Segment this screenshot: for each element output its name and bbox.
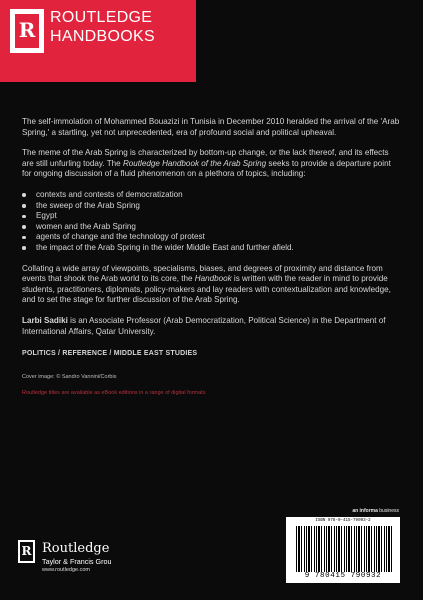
- author-bio: Larbi Sadiki is an Associate Professor (Arab Democratization, Political Science) in the Department of International Affairs, Qatar University.: [22, 315, 386, 336]
- list-item: contexts and contests of democratization: [22, 190, 400, 201]
- publisher-group: Taylor & Francis Grou: [42, 557, 112, 566]
- blurb-paragraph-1: The self-immolation of Mohammed Bouazizi in Tunisia in December 2010 heralded the arrival of the 'Arab Spring,' a startling, yet not unprecedented, era of profound social and political upheaval.: [22, 117, 400, 137]
- author-name: Larbi Sadiki: [22, 315, 68, 325]
- ebook-note: Routledge titles are available as eBook editions in a range of digital formats: [22, 390, 206, 397]
- list-item: women and the Arab Spring: [22, 222, 400, 233]
- routledge-publisher-logo-icon: R: [18, 540, 35, 563]
- publisher-url: www.routledge.com: [42, 567, 90, 573]
- topics-list: [22, 190, 400, 254]
- cover-credit: Cover image: © Sandro Vannini/Corbis: [22, 373, 117, 380]
- barcode-digits: 9 780415 790932: [304, 572, 382, 580]
- list-item: agents of change and the technology of protest: [22, 232, 400, 243]
- list-item: the impact of the Arab Spring in the wider Middle East and further afield.: [22, 243, 400, 254]
- barcode-bars-icon: [296, 526, 392, 572]
- routledge-logo-icon: R: [10, 9, 44, 53]
- isbn-text: ISBN 978-0-415-79093-2: [315, 519, 371, 523]
- blurb-paragraph-3: Collating a wide array of viewpoints, specialisms, biases, and degrees of proximity and distance from events that shook the Arab world to its core, the Handbook is written with the reader in mind to provide students, practitioners, diplomats, policy-makers and lay readers with contextualization and knowledge, and to set the stage for further discussion of the Arab Spring.: [22, 263, 391, 305]
- subject-categories: POLITICS / REFERENCE / MIDDLE EAST STUDIES: [22, 350, 198, 358]
- list-item: Egypt: [22, 211, 400, 222]
- blurb-paragraph-2: The meme of the Arab Spring is characterized by bottom-up change, or the lack thereof, and its effects are still unfurling today. The Routledge Handbook of the Arab Spring seeks to provide a departure point for ongoing discussion of a fluid phenomenon on a plethora of topics, including:: [22, 148, 391, 179]
- isbn-barcode: [286, 517, 400, 583]
- list-item: the sweep of the Arab Spring: [22, 201, 400, 212]
- series-banner: [0, 0, 196, 82]
- back-cover-blurb: [22, 117, 400, 399]
- publisher-name: Routledge: [42, 541, 110, 556]
- informa-business-label: an informa business: [352, 508, 399, 514]
- series-title: ROUTLEDGE HANDBOOKS: [50, 9, 155, 45]
